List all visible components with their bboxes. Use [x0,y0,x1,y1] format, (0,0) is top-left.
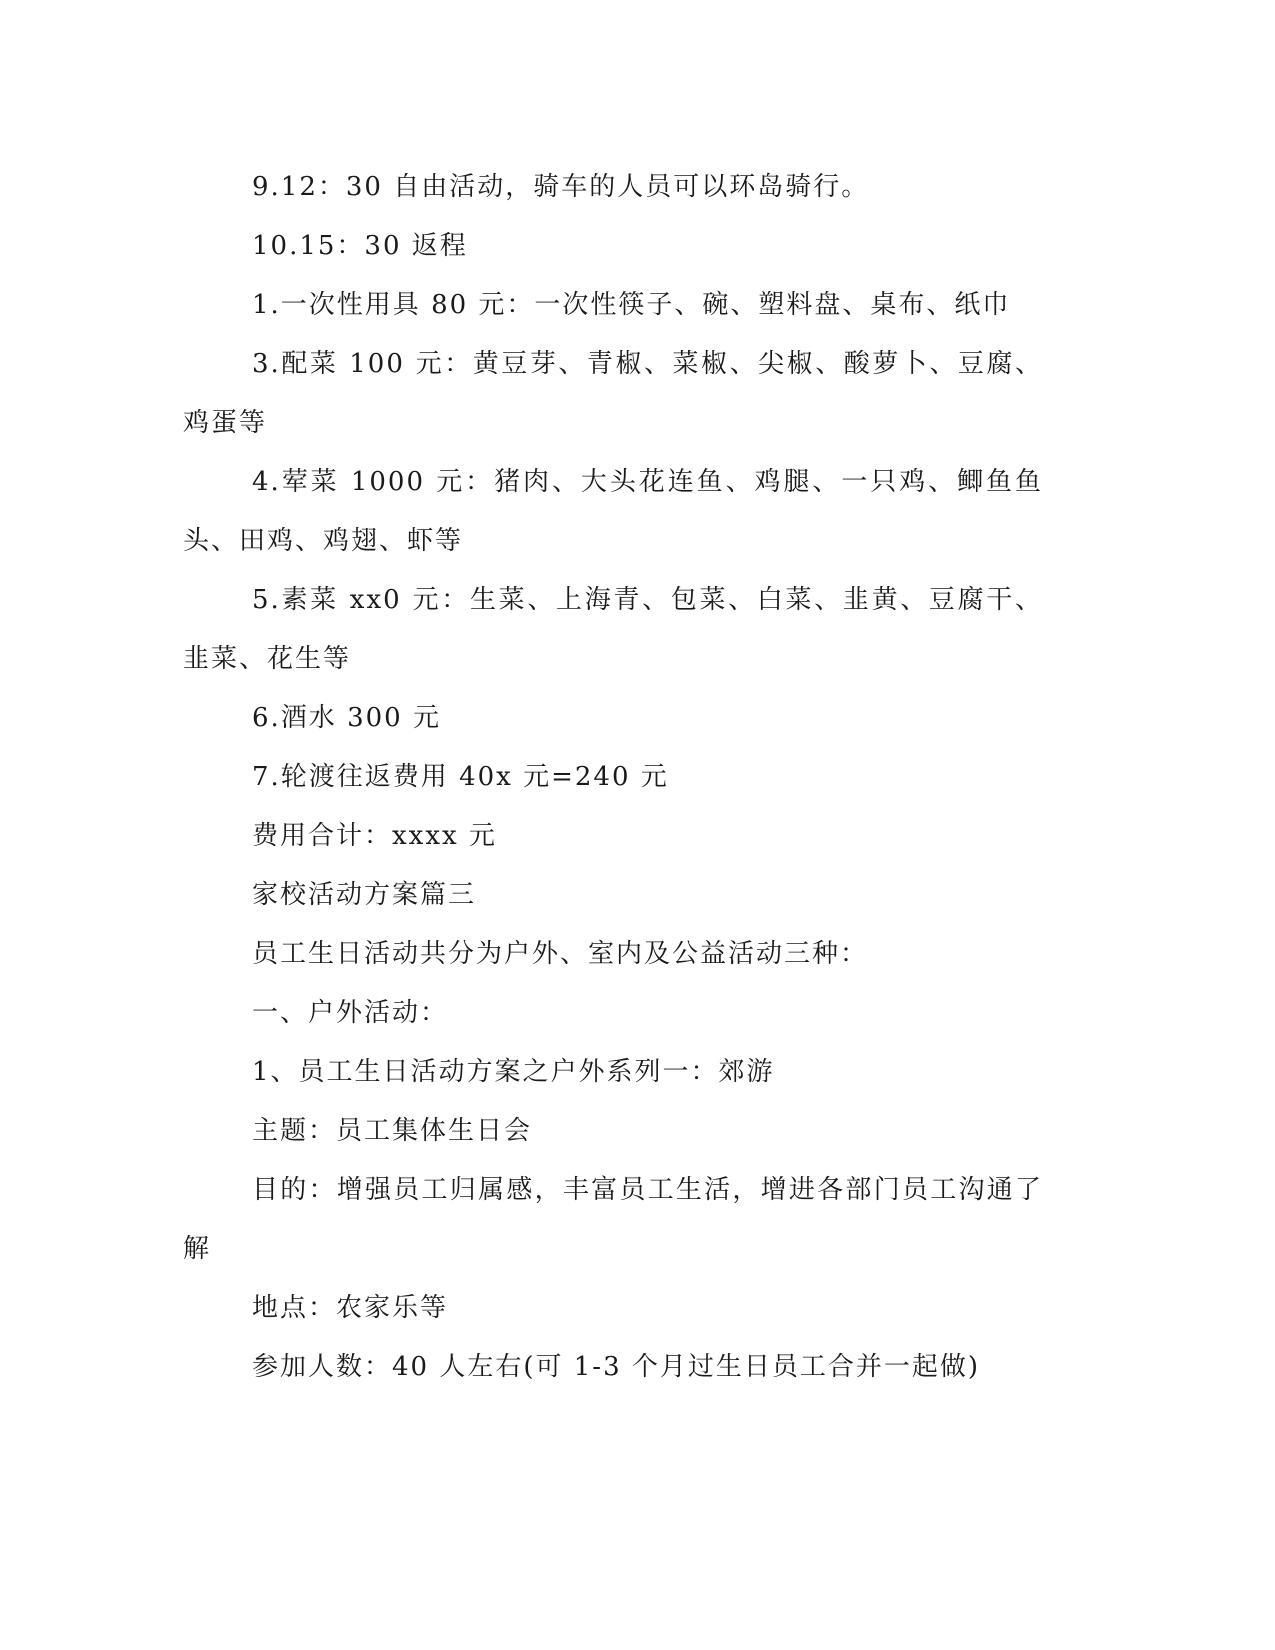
paragraph-cost-vegetables: 5.素菜 xx0 元：生菜、上海青、包菜、白菜、韭黄、豆腐干、韭菜、花生等 [183,585,1043,674]
paragraph-cost-ferry: 7.轮渡往返费用 40x 元=240 元 [252,762,669,792]
paragraph-location: 地点：农家乐等 [252,1293,449,1323]
paragraph-outdoor-series-one: 1、员工生日活动方案之户外系列一：郊游 [252,1057,775,1087]
paragraph-cost-total: 费用合计：xxxx 元 [252,821,497,851]
section-heading: 家校活动方案篇三 [252,880,477,910]
document-body [183,158,1043,1397]
paragraph-schedule-return: 10.15：30 返程 [252,231,468,261]
paragraph-cost-drinks: 6.酒水 300 元 [252,703,441,733]
paragraph-cost-meat-dishes: 4.荤菜 1000 元：猪肉、大头花连鱼、鸡腿、一只鸡、鲫鱼鱼头、田鸡、鸡翅、虾等 [183,467,1043,556]
paragraph-schedule-free-activity: 9.12：30 自由活动，骑车的人员可以环岛骑行。 [252,172,870,202]
paragraph-cost-side-dishes: 3.配菜 100 元：黄豆芽、青椒、菜椒、尖椒、酸萝卜、豆腐、鸡蛋等 [183,349,1043,438]
subheading-outdoor: 一、户外活动： [252,998,449,1028]
paragraph-participants: 参加人数：40 人左右(可 1-3 个月过生日员工合并一起做) [252,1352,981,1382]
paragraph-purpose: 目的：增强员工归属感，丰富员工生活，增进各部门员工沟通了解 [183,1175,1043,1264]
paragraph-activity-types: 员工生日活动共分为户外、室内及公益活动三种： [252,939,869,969]
paragraph-theme: 主题：员工集体生日会 [252,1116,533,1146]
paragraph-cost-disposables: 1.一次性用具 80 元：一次性筷子、碗、塑料盘、桌布、纸巾 [252,290,1011,320]
